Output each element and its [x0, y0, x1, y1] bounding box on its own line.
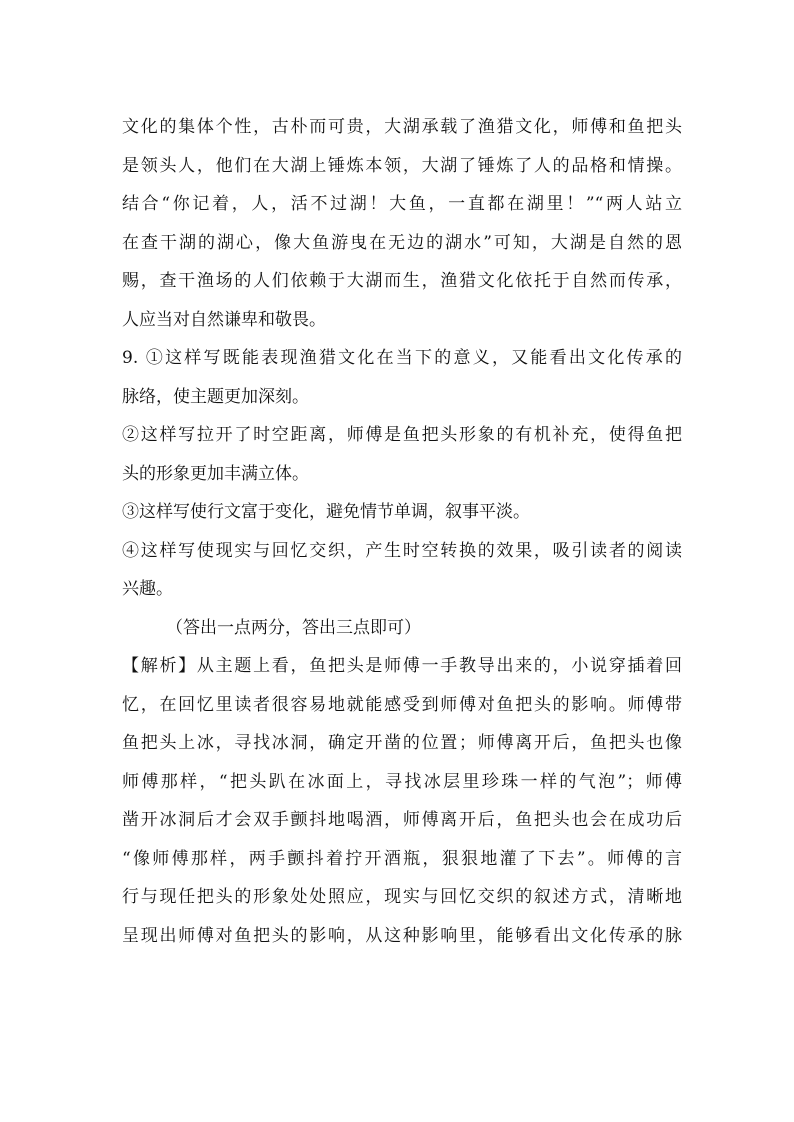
analysis-line-4: 师傅那样，“把头趴在冰面上，寻找冰层里珍珠一样的气泡”；师傅 — [122, 771, 682, 792]
text-line-3: 结合“你记着，人，活不过湖！大鱼，一直都在湖里！”“两人站立 — [122, 194, 682, 214]
answer-9-line-1: 9. ①这样写既能表现渔猎文化在当下的意义，又能看出文化传承的 — [122, 348, 682, 368]
analysis-line-6: “像师傅那样，两手颤抖着拧开酒瓶，狠狠地灌了下去”。师傅的言 — [122, 848, 682, 869]
analysis-line-7: 行与现任把头的形象处处照应，现实与回忆交织的叙述方式，清晰地 — [122, 887, 682, 907]
document-page — [122, 108, 682, 955]
point-3-line: ③这样写使行文富于变化，避免情节单调，叙事平淡。 — [122, 502, 530, 522]
point-4-line-1: ④这样写使现实与回忆交织，产生时空转换的效果，吸引读者的阅读 — [122, 540, 682, 561]
text-line-6: 人应当对自然谦卑和敬畏。 — [122, 309, 326, 330]
point-4-line-2: 兴趣。 — [122, 579, 173, 599]
text-line-1: 文化的集体个性，古朴而可贵，大湖承载了渔猎文化，师傅和鱼把头 — [122, 117, 682, 137]
answer-9-line-2: 脉络，使主题更加深刻。 — [122, 386, 309, 407]
analysis-line-5: 凿开冰洞后才会双手颤抖地喝酒，师傅离开后，鱼把头也会在成功后 — [122, 810, 682, 830]
text-line-2: 是领头人，他们在大湖上锤炼本领，大湖了锤炼了人的品格和情操。 — [122, 155, 682, 176]
text-line-5: 赐，查干渔场的人们依赖于大湖而生，渔猎文化依托于自然而传承， — [122, 271, 682, 291]
analysis-line-8: 呈现出师傅对鱼把头的影响，从这种影响里，能够看出文化传承的脉 — [122, 925, 682, 946]
analysis-line-1: 【解析】从主题上看，鱼把头是师傅一手教导出来的，小说穿插着回 — [122, 656, 682, 676]
point-2-line-1: ②这样写拉开了时空距离，师傅是鱼把头形象的有机补充，使得鱼把 — [122, 425, 682, 445]
point-2-line-2: 头的形象更加丰满立体。 — [122, 463, 309, 484]
analysis-line-3: 鱼把头上冰，寻找冰洞，确定开凿的位置；师傅离开后，鱼把头也像 — [122, 733, 682, 753]
text-line-4: 在查干湖的湖心，像大鱼游曳在无边的湖水”可知，大湖是自然的恩 — [122, 232, 682, 253]
analysis-line-2: 忆，在回忆里读者很容易地就能感受到师傅对鱼把头的影响。师傅带 — [122, 694, 682, 715]
scoring-note: （答出一点两分，答出三点即可） — [166, 617, 421, 638]
